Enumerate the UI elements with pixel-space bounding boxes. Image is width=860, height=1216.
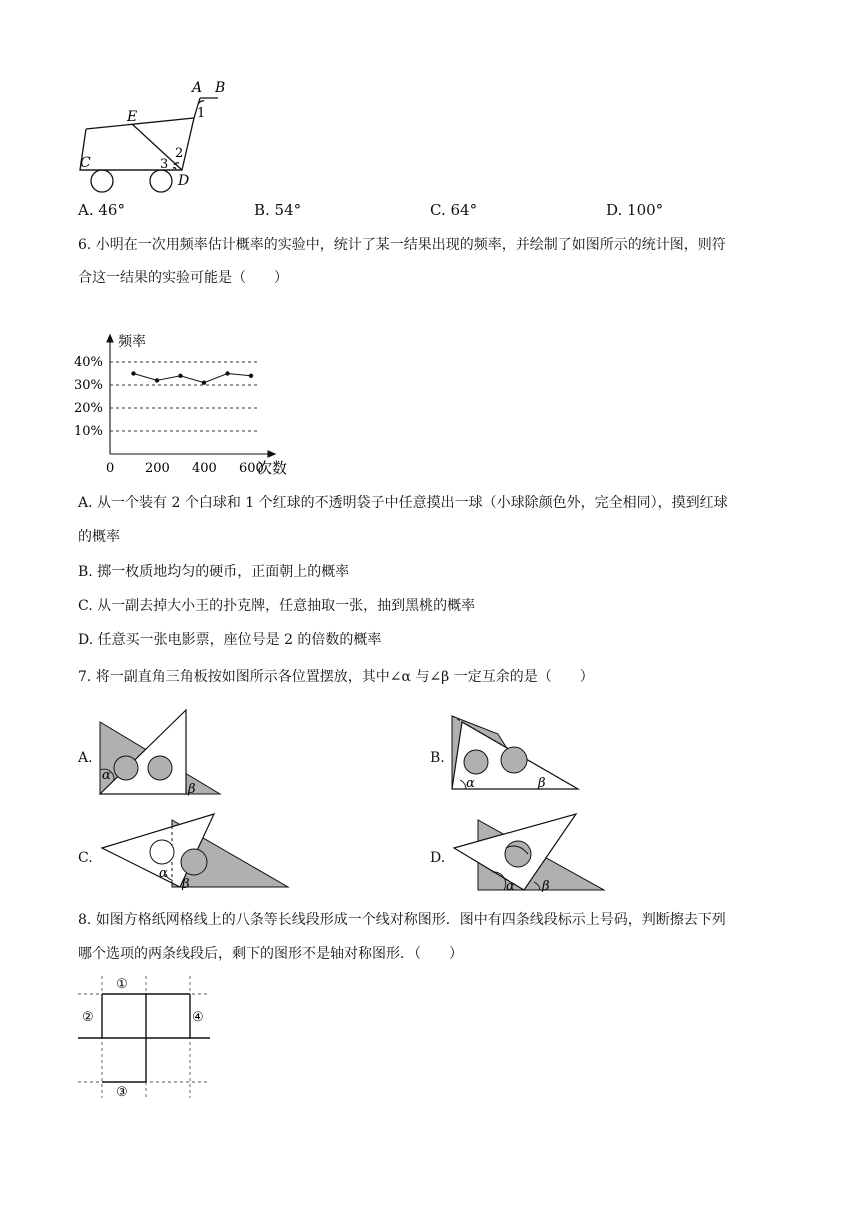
q6-x-tick-label: 400 (192, 461, 217, 476)
q7-option-a[interactable]: A. (78, 750, 93, 766)
q7-figure-c (98, 812, 292, 890)
q7b-beta: β (538, 776, 546, 791)
q7d-alpha: α (506, 879, 515, 892)
q6-xlabel: 次数 (257, 459, 288, 477)
q8-label-4: ④ (192, 1010, 204, 1025)
q6-option-b[interactable]: B. 掷一枚质地均匀的硬币，正面朝上的概率 (78, 564, 350, 580)
q7a-beta: β (188, 782, 196, 797)
q6-y-tick-label: 20% (74, 401, 103, 416)
q5-figure (70, 78, 240, 198)
q6-y-tick-label: 30% (74, 378, 103, 393)
q6-data-point (249, 374, 253, 378)
q6-data-point (202, 381, 206, 385)
q8-label-2: ② (82, 1010, 94, 1025)
q7-stem: 7. 将一副直角三角板按如图所示各位置摆放，其中∠α 与∠β 一定互余的是（ ） (78, 669, 594, 685)
q7-option-b[interactable]: B. (430, 750, 445, 766)
q6-x-tick-label: 0 (106, 461, 115, 476)
q7a-alpha: α (102, 768, 111, 783)
q5-option-d[interactable]: D. 100° (606, 201, 664, 219)
q8-stem-line2: 哪个选项的两条线段后，剩下的图形不是轴对称图形．（ ） (78, 946, 463, 962)
q5-label-1: 1 (197, 106, 206, 121)
q6-y-tick-label: 10% (74, 424, 103, 439)
q7-option-d[interactable]: D. (430, 850, 446, 866)
q5-option-b[interactable]: B. 54° (254, 201, 302, 219)
q6-y-tick-label: 40% (74, 355, 103, 370)
q5-option-c[interactable]: C. 64° (430, 201, 478, 219)
q7c-alpha: α (159, 866, 168, 881)
q5-label-3: 3 (160, 157, 169, 172)
q5-label-B: B (215, 80, 226, 96)
q5-label-2: 2 (175, 146, 184, 161)
q6-data-point (155, 378, 159, 382)
q7c-beta: β (182, 877, 190, 890)
q6-option-c[interactable]: C. 从一副去掉大小王的扑克牌，任意抽取一张，抽到黑桃的概率 (78, 598, 476, 614)
q6-data-point (131, 371, 135, 375)
q5-label-D: D (178, 173, 190, 189)
q6-frequency-chart (70, 328, 300, 478)
q8-stem-line1: 8. 如图方格纸网格线上的八条等长线段形成一个线对称图形．图中有四条线段标示上号码，判断擦去下列 (78, 912, 726, 928)
q8-label-3: ③ (116, 1085, 128, 1100)
q8-label-1: ① (116, 977, 128, 992)
q8-grid-figure (74, 972, 214, 1102)
q5-option-a[interactable]: A. 46° (78, 201, 125, 219)
q5-label-C: C (80, 155, 91, 171)
q5-label-E: E (127, 109, 138, 125)
q6-x-tick-label: 600 (239, 461, 264, 476)
q7b-alpha: α (466, 776, 475, 791)
q6-series-line (134, 374, 252, 383)
q6-option-a-line1[interactable]: A. 从一个装有 2 个白球和 1 个红球的不透明袋子中任意摸出一球（小球除颜色外，完全相同），摸到红球 (78, 495, 728, 511)
q7-figure-d (452, 812, 608, 892)
q6-data-point (178, 374, 182, 378)
q5-label-A: A (192, 80, 203, 96)
q7-option-c[interactable]: C. (78, 850, 93, 866)
q6-stem-line2: 合这一结果的实验可能是（ ） (78, 270, 288, 286)
q6-x-tick-label: 200 (145, 461, 170, 476)
q7d-beta: β (542, 879, 550, 892)
q7-figure-a (96, 706, 226, 798)
q6-option-a-line2[interactable]: 的概率 (78, 529, 120, 545)
q6-stem-line1: 6. 小明在一次用频率估计概率的实验中，统计了某一结果出现的频率，并绘制了如图所示的统计图，则符 (78, 237, 726, 253)
q6-ylabel: 频率 (118, 334, 146, 350)
q6-option-d[interactable]: D. 任意买一张电影票，座位号是 2 的倍数的概率 (78, 632, 382, 648)
q7-figure-b (450, 714, 582, 792)
q6-data-point (225, 371, 229, 375)
